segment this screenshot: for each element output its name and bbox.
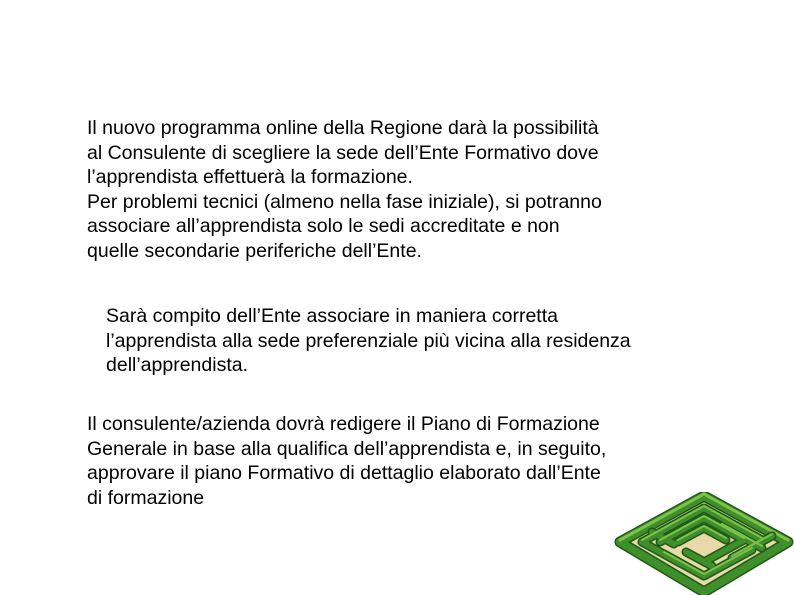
text-line: associare all’apprendista solo le sedi accreditate e non	[87, 215, 560, 237]
text-line: dell’apprendista.	[106, 354, 249, 376]
hedge-maze-icon	[612, 492, 794, 595]
text-line: Il consulente/azienda dovrà redigere il Piano di Formazione	[87, 413, 600, 435]
text-line: Il nuovo programma online della Regione darà la possibilità	[87, 117, 599, 139]
text-line: quelle secondarie periferiche dell’Ente.	[87, 239, 422, 262]
text-line: approvare il piano Formativo di dettaglio elaborato dall’Ente	[87, 462, 601, 484]
text-line: al Consulente di scegliere la sede dell’Ente Formativo dove	[87, 141, 599, 164]
text-line: di formazione	[87, 486, 205, 509]
text-line: Generale in base alla qualifica dell’apprendista e, in seguito,	[87, 437, 607, 460]
text-line: Sarà compito dell’Ente associare in maniera corretta	[106, 305, 558, 327]
text-line: l’apprendista effettuerà la formazione.	[87, 166, 413, 188]
paragraph-online-program	[87, 116, 602, 263]
paragraph-ente-task	[106, 304, 631, 378]
text-line: l’apprendista alla sede preferenziale più vicina alla residenza	[106, 329, 631, 352]
text-line: Per problemi tecnici (almeno nella fase iniziale), si potranno	[87, 190, 602, 213]
paragraph-training-plan	[87, 412, 606, 510]
